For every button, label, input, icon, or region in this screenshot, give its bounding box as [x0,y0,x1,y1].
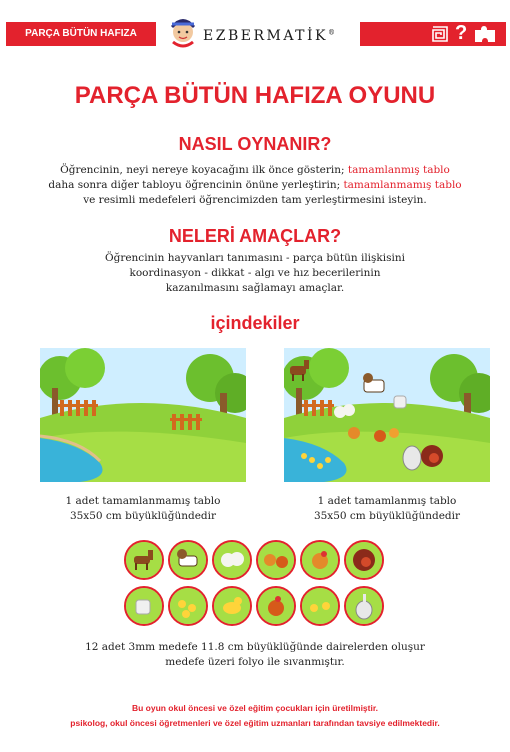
footer-line-2: psikolog, okul öncesi öğretmenleri ve özel eğitim uzmanları tarafından tavsiye edilmektedir. [70,718,440,728]
piece-chicks [168,586,208,626]
piece-goat [124,586,164,626]
brand-logo-icon [166,10,200,50]
question-icon: ? [455,22,468,44]
pieces-caption: 12 adet 3mm medefe 11.8 cm büyüklüğünde dairelerden oluşur medefe üzeri folyo ile sıvanmıştır. [85,641,425,668]
sheep-icon [214,542,250,578]
how-to-text: Öğrencinin, neyi nereye koyacağını ilk önce gösterin; tamamlanmış tablo daha sonra diğer tabloyu öğrencinin önüne yerleştirin; tamamlanmamış tablo ve resimli medefeleri öğrencimizden tam yerleştirmesini isteyin. [48,164,462,206]
goose-icon [346,588,382,624]
incomplete-board-image [40,348,246,482]
cow-icon [170,542,206,578]
chicks-icon [170,588,206,624]
piece-turkey [344,540,384,580]
piece-goose [344,586,384,626]
piece-horse [124,540,164,580]
piece-hen [300,540,340,580]
page-title: PARÇA BÜTÜN HAFIZA OYUNU [74,82,436,109]
piece-sheep [212,540,252,580]
how-to-heading: NASIL OYNANIR? [178,134,332,154]
goals-text: Öğrencinin hayvanları tanımasını - parça bütün ilişkisini koordinasyon - dikkat - algı ve hız becerilerinin kazanılmasını sağlamayı amaçlar. [104,252,406,294]
complete-board-image [284,348,490,482]
turkey-icon [346,542,382,578]
horse-icon [126,542,162,578]
goat-icon [126,588,162,624]
rooster-icon [258,588,294,624]
brand-name: EZBERMATİK® [203,28,338,44]
piece-rooster [256,586,296,626]
complete-board-caption: 1 adet tamamlanmış tablo 35x50 cm büyüklüğündedir [313,495,461,522]
maze-icon [432,26,448,42]
duck-icon [214,588,250,624]
top-bar [0,0,510,63]
piece-duck [212,586,252,626]
puzzle-icon [474,25,496,43]
footer-line-1: Bu oyun okul öncesi ve özel eğitim çocukları için üretilmiştir. [131,703,379,713]
piece-cow [168,540,208,580]
hen-icon [302,542,338,578]
piece-ducklings [300,586,340,626]
ducklings-icon [302,588,338,624]
product-tag: PARÇA BÜTÜN HAFIZA OYUNU [6,22,156,46]
incomplete-board-caption: 1 adet tamamlanmamış tablo 35x50 cm büyüklüğündedir [65,495,221,522]
chickens-icon [258,542,294,578]
goals-heading: NELERİ AMAÇLAR? [168,226,342,246]
contents-heading: içindekiler [210,313,300,333]
piece-chickens [256,540,296,580]
